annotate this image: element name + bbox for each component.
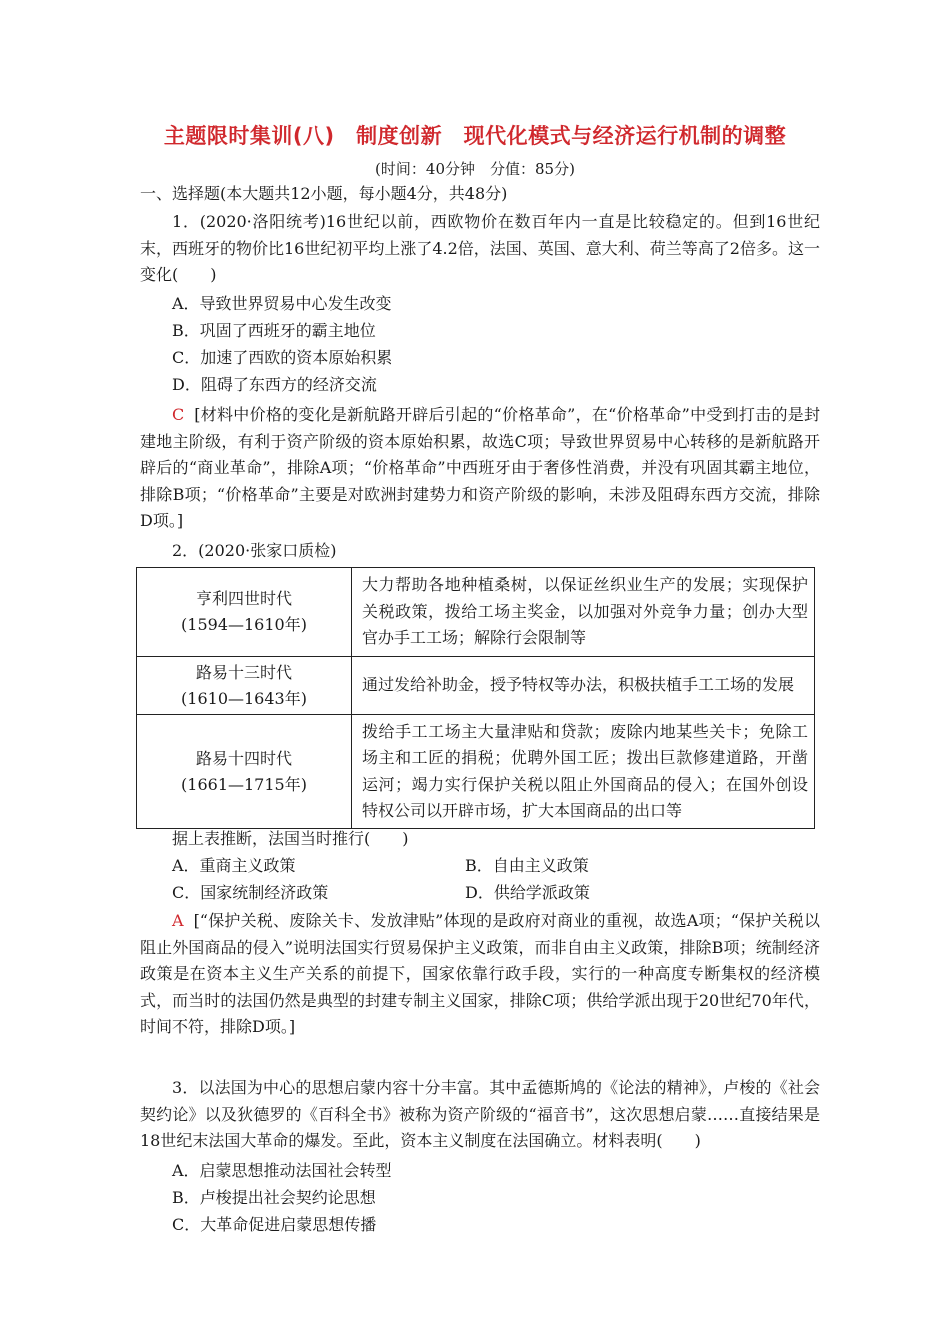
- era-years: (1594—1610年): [181, 615, 307, 634]
- era-name: 路易十三时代: [195, 662, 292, 682]
- era-name: 亨利四世时代: [195, 589, 292, 608]
- q1-explanation: [材料中价格的变化是新航路开辟后引起的“价格革命”，在“价格革命”中受到打击的是封建地主阶级，有利于资产阶级的资本原始积累，故选C项；导致世界贸易中心转移的是新航路开辟后的“商业革命”，排除A项；“价格革命”中西班牙由于奢侈性消费，并没有巩固其霸主地位，排除B项；“价格革命”主要是对欧洲封建势力和资产阶级的影响，未涉及阻碍东西方交流，排除D项。]: [140, 405, 820, 530]
- policy-cell: 大力帮助各地种植桑树，以保证丝织业生产的发展；实现保护关税政策，拨给工场主奖金，以加强对外竞争力量；创办大型官办手工工场；解除行会限制等: [352, 568, 815, 657]
- question-2-prompt: 据上表推断，法国当时推行( ): [172, 829, 409, 848]
- page-subtitle: (时间：40分钟 分值：85分): [375, 160, 575, 178]
- table-row: [137, 657, 815, 715]
- q3-option-c: C．大革命促进启蒙思想传播: [172, 1215, 377, 1234]
- q1-option-c: C．加速了西欧的资本原始积累: [172, 348, 393, 367]
- q1-answer-letter: C: [172, 405, 185, 424]
- era-years: (1661—1715年): [181, 774, 307, 794]
- section-heading: 一、选择题(本大题共12小题，每小题4分，共48分): [140, 184, 508, 203]
- page-title: 主题限时集训(八) 制度创新 现代化模式与经济运行机制的调整: [163, 124, 787, 148]
- policy-cell: 拨给手工工场主大量津贴和贷款；废除内地某些关卡；免除工场主和工匠的捐税；优聘外国工匠；拨出巨款修建道路，开凿运河；竭力实行保护关税以阻止外国商品的侵入；在国外创设特权公司以开辟市场，扩大本国商品的出口等: [352, 715, 815, 829]
- era-cell: [137, 657, 352, 715]
- q2-option-a: A．重商主义政策: [172, 856, 296, 875]
- question-2-source: 2．(2020·张家口质检): [172, 541, 337, 560]
- policy-table: [136, 567, 815, 829]
- era-cell: [137, 715, 352, 829]
- policy-cell: 通过发给补助金，授予特权等办法，积极扶植手工工场的发展: [352, 657, 815, 715]
- q3-option-a: A．启蒙思想推动法国社会转型: [172, 1161, 392, 1180]
- question-3-stem: 3．以法国为中心的思想启蒙内容十分丰富。其中孟德斯鸠的《论法的精神》，卢梭的《社会契约论》以及狄德罗的《百科全书》被称为资产阶级的“福音书”，这次思想启蒙……直接结果是18世纪末法国大革命的爆发。至此，资本主义制度在法国确立。材料表明( ): [140, 1078, 820, 1150]
- q1-option-d: D．阻碍了东西方的经济交流: [172, 375, 377, 394]
- q2-explanation: [“保护关税、废除关卡、发放津贴”体现的是政府对商业的重视，故选A项；“保护关税以阻止外国商品的侵入”说明法国实行贸易保护主义政策，而非自由主义政策，排除B项；统制经济政策是在资本主义生产关系的前提下，国家依靠行政手段，实行的一种高度专断集权的经济模式，而当时的法国仍然是典型的封建专制主义国家，排除C项；供给学派出现于20世纪70年代，时间不符，排除D项。]: [140, 911, 820, 1036]
- q2-answer-letter: A: [172, 911, 184, 930]
- table-row: [137, 568, 815, 657]
- q1-option-a: A．导致世界贸易中心发生改变: [172, 294, 392, 313]
- q3-option-b: B．卢梭提出社会契约论思想: [172, 1188, 376, 1207]
- q2-option-d: D．供给学派政策: [465, 883, 590, 902]
- q2-answer-block: [140, 908, 820, 1041]
- q1-option-b: B．巩固了西班牙的霸主地位: [172, 321, 376, 340]
- table-row: [137, 715, 815, 829]
- question-1-stem: 1．(2020·洛阳统考)16世纪以前，西欧物价在数百年内一直是比较稳定的。但到16世纪末，西班牙的物价比16世纪初平均上涨了4.2倍，法国、英国、意大利、荷兰等高了2倍多。这一变化( ): [140, 212, 820, 284]
- era-cell: [137, 568, 352, 657]
- q2-option-c: C．国家统制经济政策: [172, 883, 329, 902]
- q2-option-b: B．自由主义政策: [465, 856, 589, 875]
- era-years: (1610—1643年): [181, 688, 307, 708]
- era-name: 路易十四时代: [195, 748, 292, 768]
- q1-answer-block: [140, 402, 820, 535]
